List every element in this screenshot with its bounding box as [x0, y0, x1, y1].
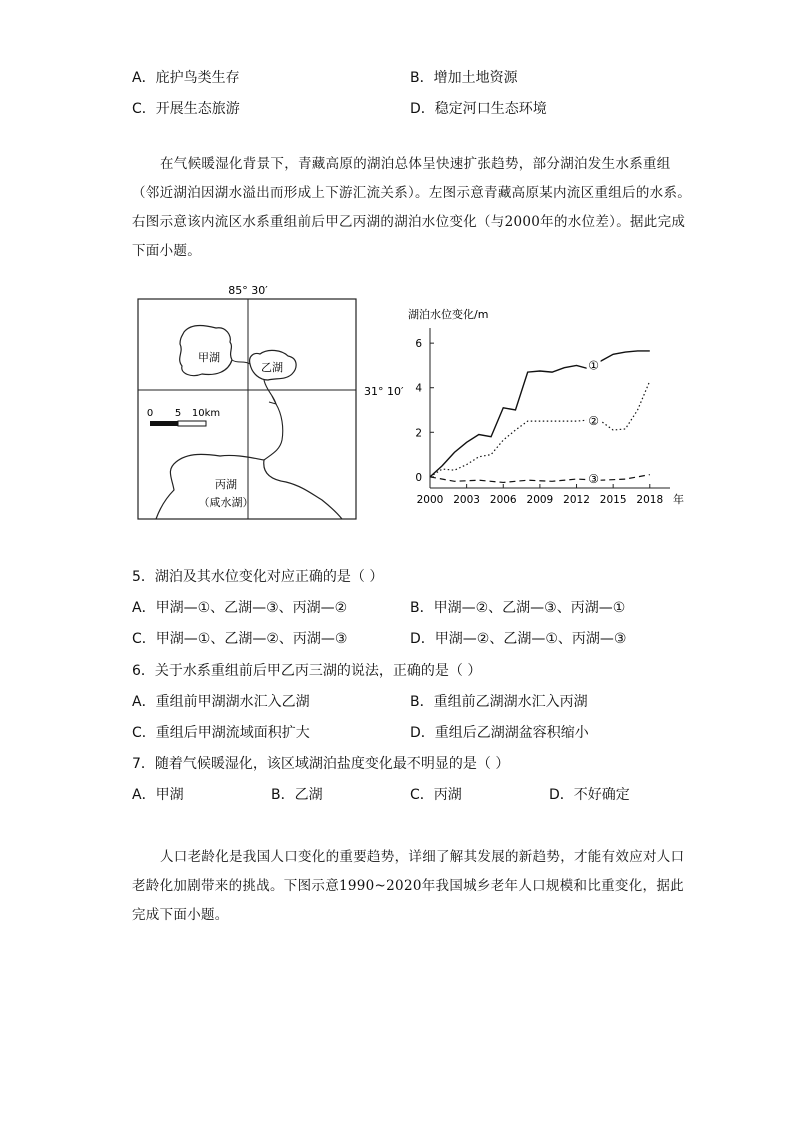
series-line-2 [430, 381, 650, 477]
x-tick-label: 2006 [489, 494, 517, 506]
chart-ylabel: 湖泊水位变化/m [408, 308, 489, 321]
chart-series [430, 351, 650, 486]
latitude-label: 31° 10′ [364, 385, 404, 398]
lake-jia-label: 甲湖 [198, 351, 220, 364]
x-tick-label: 2018 [636, 494, 664, 506]
question-5-stem: 5．湖泊及其水位变化对应正确的是（ ） [132, 569, 384, 585]
series-line-3 [430, 475, 650, 483]
y-tick-label: 2 [415, 427, 422, 440]
option-a[interactable]: A．庇护鸟类生存 [132, 70, 240, 86]
passage-1-text: 在气候暖湿化背景下，青藏高原的湖泊总体呈快速扩张趋势，部分湖泊发生水系重组（邻近湖泊因湖水溢出而形成上下游汇流关系）。左图示意青藏高原某内流区重组后的水系。右图示意该内流区水系重组前后甲乙丙湖的湖泊水位变化（与2000年的水位差）。据此完成下面小题。 [132, 156, 692, 259]
passage-2 [132, 843, 692, 930]
series-label-2: ② [588, 414, 600, 429]
y-tick-label: 4 [415, 382, 422, 395]
q7-option-c[interactable]: C．丙湖 [410, 787, 462, 803]
series-label-3: ③ [588, 472, 600, 487]
x-tick-label: 2009 [526, 494, 554, 506]
lake-map [136, 282, 416, 522]
lake-yi-label: 乙湖 [261, 361, 283, 374]
x-tick-label: 2003 [453, 494, 480, 506]
passage-2-text: 人口老龄化是我国人口变化的重要趋势，详细了解其发展的新趋势，才能有效应对人口老龄化加剧带来的挑战。下图示意1990~2020年我国城乡老年人口规模和比重变化，据此完成下面小题。 [132, 849, 685, 923]
question-7-stem: 7．随着气候暖湿化，该区域湖泊盐度变化最不明显的是（ ） [132, 756, 510, 772]
map-frame [138, 299, 356, 519]
q6-option-d[interactable]: D．重组后乙湖湖盆容积缩小 [410, 725, 589, 741]
option-b[interactable]: B．增加土地资源 [410, 70, 518, 86]
question-6-stem: 6．关于水系重组前后甲乙丙三湖的说法，正确的是（ ） [132, 663, 482, 679]
q5-option-c[interactable]: C．甲湖—①、乙湖—②、丙湖—③ [132, 631, 348, 647]
q7-option-d[interactable]: D．不好确定 [549, 787, 630, 803]
lake-bing-note: （咸水湖） [198, 496, 254, 509]
longitude-label: 85° 30′ [228, 284, 268, 297]
x-tick-label: 2012 [563, 494, 590, 506]
q6-option-b[interactable]: B．重组前乙湖湖水汇入丙湖 [410, 694, 588, 710]
x-axis-label: 年 [673, 493, 684, 506]
y-tick-label: 0 [415, 471, 422, 484]
y-tick-label: 6 [415, 338, 422, 351]
series-line-1 [430, 351, 650, 477]
scale-bar-empty [178, 421, 206, 426]
q7-option-b[interactable]: B．乙湖 [271, 787, 323, 803]
series-label-1: ① [588, 358, 600, 373]
q6-option-a[interactable]: A．重组前甲湖湖水汇入乙湖 [132, 694, 310, 710]
scale-label-5: 5 [174, 408, 182, 419]
scale-label-10km: 10km [191, 408, 221, 419]
jia-yi-channel [232, 360, 250, 364]
scale-bar [147, 408, 220, 426]
option-d[interactable]: D．稳定河口生态环境 [410, 101, 547, 117]
q6-option-c[interactable]: C．重组后甲湖流域面积扩大 [132, 725, 310, 741]
q5-option-d[interactable]: D．甲湖—②、乙湖—①、丙湖—③ [410, 631, 627, 647]
x-tick-label: 2000 [416, 494, 444, 506]
q7-option-a[interactable]: A．甲湖 [132, 787, 184, 803]
water-level-chart [400, 300, 690, 515]
lake-bing-shore [156, 454, 342, 519]
x-tick-label: 2015 [599, 494, 627, 506]
chart-axes [415, 328, 684, 506]
q5-option-a[interactable]: A．甲湖—①、乙湖—③、丙湖—② [132, 600, 348, 616]
scale-bar-filled [150, 421, 178, 426]
q5-option-b[interactable]: B．甲湖—②、乙湖—③、丙湖—① [410, 600, 626, 616]
passage-1 [132, 150, 692, 266]
lake-bing-label: 丙湖 [215, 478, 237, 491]
option-c[interactable]: C．开展生态旅游 [132, 101, 240, 117]
scale-label-0: 0 [146, 408, 154, 419]
yi-bing-river [264, 380, 283, 460]
